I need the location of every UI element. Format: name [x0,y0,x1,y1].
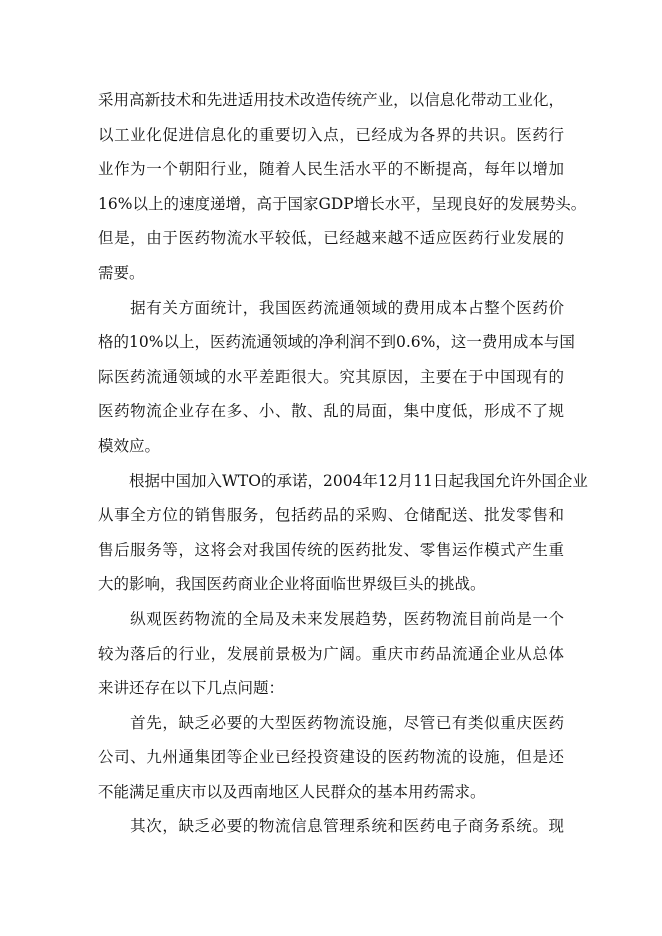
text-line: 售后服务等，这将会对我国传统的医药批发、零售运作模式产生重 [98,540,564,559]
text-line: 格的10%以上，医药流通领域的净利润不到0.6%，这一费用成本与国 [98,333,575,352]
paragraph-last-line: 模效应。 [98,436,161,455]
text-line: 以工业化促进信息化的重要切入点，已经成为各界的共识。医药行 [98,125,564,144]
text-line: 但是，由于医药物流水平较低，已经越来越不适应医药行业发展的 [98,229,564,248]
text-line: 业作为一个朝阳行业，随着人民生活水平的不断提高，每年以增加 [98,160,564,179]
text-line: 采用高新技术和先进适用技术改造传统产业，以信息化带动工业化， [98,91,564,109]
text-line: 较为落后的行业，发展前景极为广阔。重庆市药品流通企业从总体 [98,644,564,663]
document-body [98,83,588,844]
text-line: 从事全方位的销售服务，包括药品的采购、仓储配送、批发零售和 [98,506,564,525]
text-line: 纵观医药物流的全局及未来发展趋势，医药物流目前尚是一个 [98,609,564,628]
paragraph-last-line: 大的影响，我国医药商业企业将面临世界级巨头的挑战。 [98,575,486,594]
text-line: 据有关方面统计，我国医药流通领域的费用成本占整个医药价 [98,298,564,317]
paragraph-last-line: 需要。 [98,263,145,282]
text-line: 其次，缺乏必要的物流信息管理系统和医药电子商务系统。现 [98,817,564,836]
paragraph-last-line: 不能满足重庆市以及西南地区人民群众的基本用药需求。 [98,782,486,801]
paragraph-last-line: 来讲还存在以下几点问题： [98,679,285,698]
text-line: 际医药流通领域的水平差距很大。究其原因，主要在于中国现有的 [98,367,564,386]
text-line: 16%以上的速度递增，高于国家GDP增长水平，呈现良好的发展势头。 [98,194,587,213]
text-line: 首先，缺乏必要的大型医药物流设施，尽管已有类似重庆医药 [98,713,564,732]
text-line: 根据中国加入WTO的承诺，2004年12月11日起我国允许外国企业 [98,471,588,490]
text-line: 医药物流企业存在多、小、散、乱的局面，集中度低，形成不了规 [98,402,564,421]
text-line: 公司、九州通集团等企业已经投资建设的医药物流的设施，但是还 [98,748,564,767]
